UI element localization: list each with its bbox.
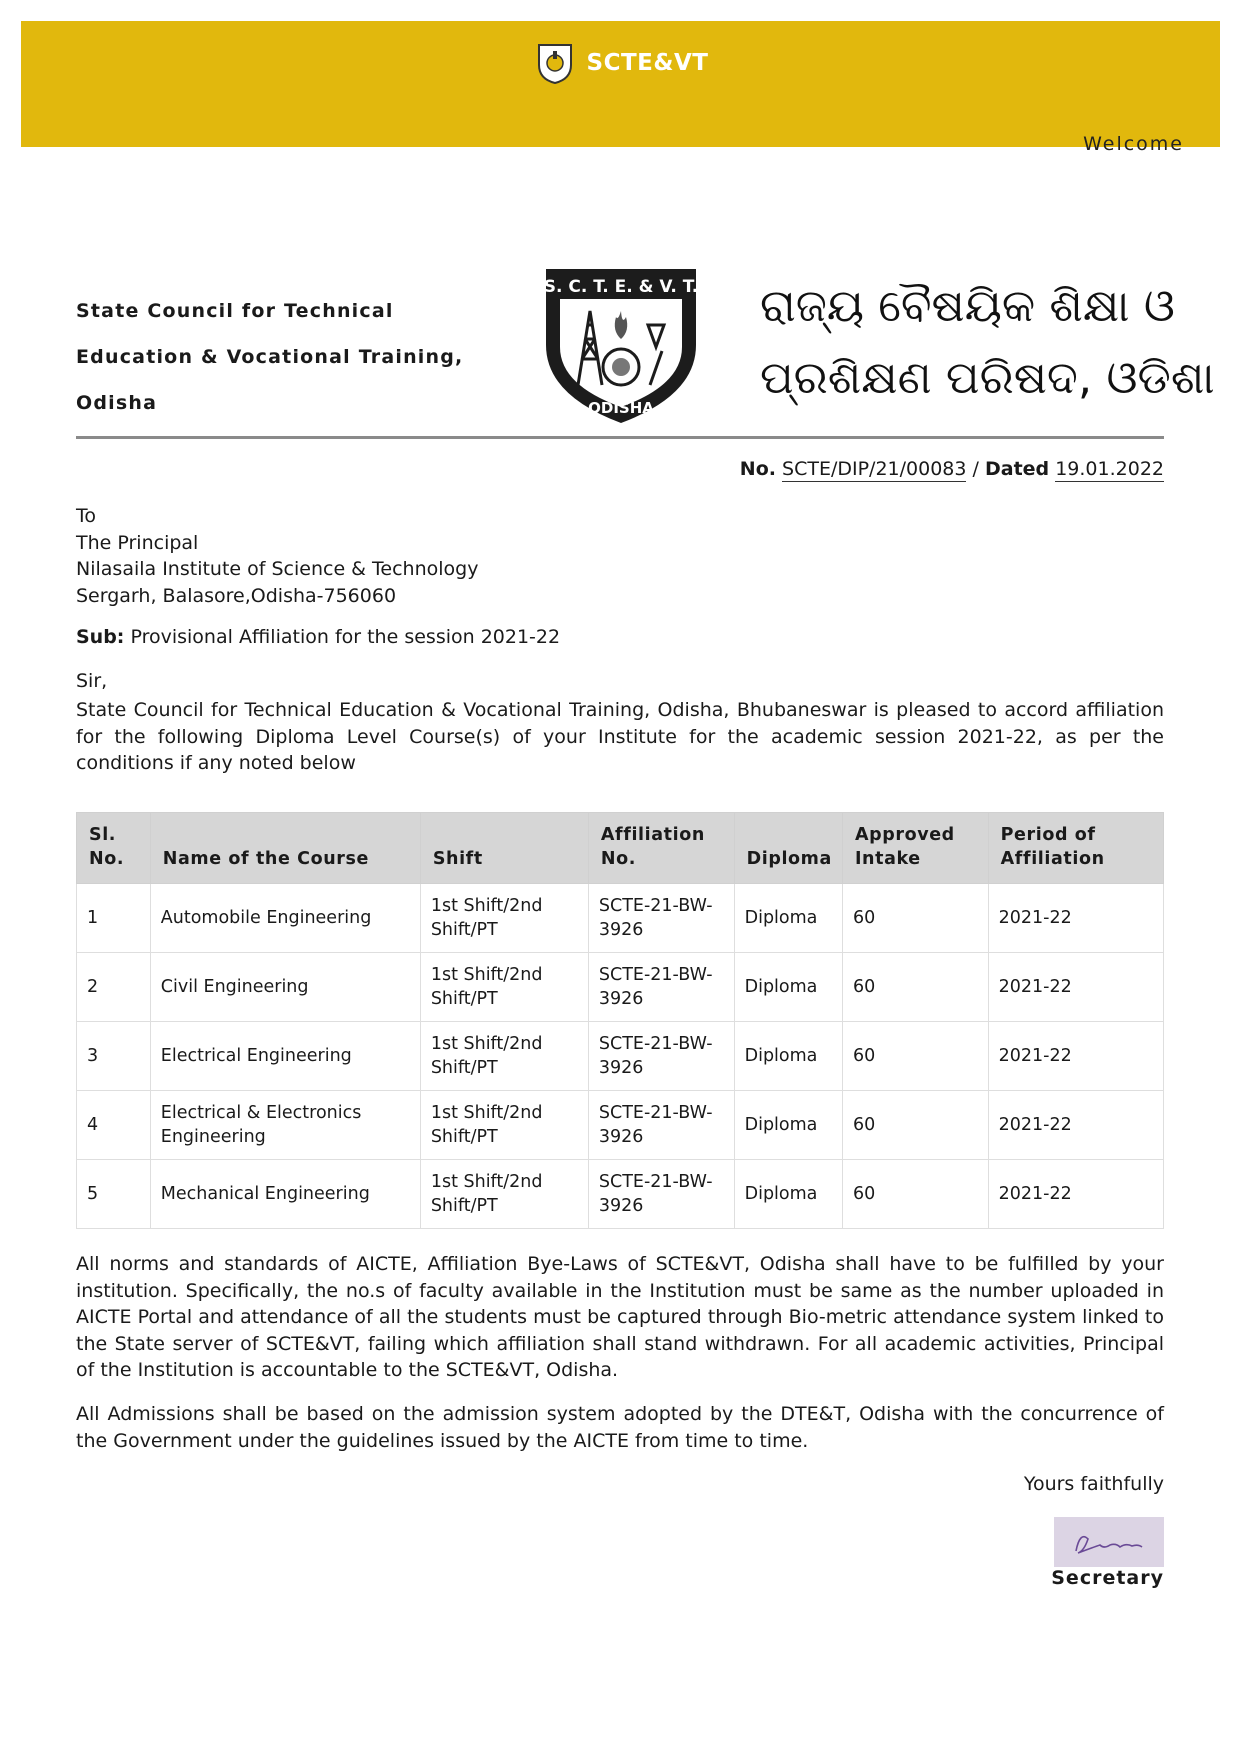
brand[interactable] [21,41,1220,85]
table-cell: 1st Shift/2nd Shift/PT [420,884,588,953]
table-cell: 60 [842,1091,988,1160]
scte-vt-small-logo-icon [533,41,577,85]
subject-text: Provisional Affiliation for the session 2021-22 [130,626,561,648]
council-line: State Council for Technical [76,300,394,322]
ref-no-value: SCTE/DIP/21/00083 [782,458,967,480]
ref-dated-value: 19.01.2022 [1055,458,1164,480]
table-cell: Automobile Engineering [150,884,420,953]
odia-line: ପ୍ରଶିକ୍ଷଣ ପରିଷଦ, ଓଡିଶା [760,351,1215,404]
header-bar [21,21,1220,147]
affiliation-table [76,812,1164,1229]
table-row [77,884,1164,953]
column-header: Shift [420,813,588,884]
ref-dated-label: Dated [984,458,1050,480]
table-cell: 1st Shift/2nd Shift/PT [420,1160,588,1229]
brand-name: SCTE&VT [586,50,709,76]
table-cell: Diploma [734,1022,842,1091]
column-header: Sl. No. [77,813,151,884]
table-cell: 60 [842,884,988,953]
ref-separator: / [972,458,979,480]
scte-vt-crest-logo [538,255,704,427]
intro-paragraph: State Council for Technical Education & Vocational Training, Odisha, Bhubaneswar is pleased to accord affiliation for the following Diploma Level Course(s) of your Institute for the academic session 2021-22, as per the conditions if any noted below [76,699,1164,774]
admissions-paragraph: All Admissions shall be based on the admission system adopted by the DTE&T, Odisha with the concurrence of the Government under the guidelines issued by the AICTE from time to time. [76,1403,1164,1452]
table-cell: Electrical Engineering [150,1022,420,1091]
table-cell: 5 [77,1160,151,1229]
ref-no-label: No. [739,458,776,480]
table-cell: Diploma [734,1091,842,1160]
table-cell: Diploma [734,884,842,953]
table-row [77,1022,1164,1091]
table-row [77,1091,1164,1160]
council-line: Odisha [76,392,158,414]
table-cell: SCTE-21-BW-3926 [588,1022,734,1091]
table-cell: Electrical & Electronics Engineering [150,1091,420,1160]
table-cell: SCTE-21-BW-3926 [588,884,734,953]
table-cell: 2021-22 [988,1160,1163,1229]
table-cell: 2021-22 [988,1091,1163,1160]
odia-council-name [760,270,1215,414]
table-cell: 1 [77,884,151,953]
table-cell: 1st Shift/2nd Shift/PT [420,1022,588,1091]
column-header: Period of Affiliation [988,813,1163,884]
odia-line: ରାଜ୍ୟ ବୈଷୟିକ ଶିକ୍ଷା ଓ [760,279,1175,332]
salutation: Sir, [76,670,108,692]
signatory-title: Secretary [1051,1567,1164,1589]
table-cell: Mechanical Engineering [150,1160,420,1229]
table-cell: 4 [77,1091,151,1160]
column-header: Affiliation No. [588,813,734,884]
table-header-row [77,813,1164,884]
table-cell: 60 [842,1022,988,1091]
subject-line [76,626,560,648]
address-line: The Principal [76,531,199,554]
welcome-text: Welcome [1083,133,1184,155]
council-line: Education & Vocational Training, [76,346,464,368]
reference-line [740,458,1164,480]
norms-paragraph: All norms and standards of AICTE, Affiliation Bye-Laws of SCTE&VT, Odisha shall have to be fulfilled by your institution. Specifically, the no.s of faculty available in the Institution must be same as the number uploaded in AICTE Portal and attendance of all the students must be captured through Bio-metric attendance system linked to the State server of SCTE&VT, failing which affiliation shall stand withdrawn. For all academic activities, Principal of the Institution is accountable to the SCTE&VT, Odisha. [76,1253,1164,1381]
crest-top-text: S. C. T. E. & V. T. [543,277,699,297]
table-cell: 2 [77,953,151,1022]
header-divider [76,436,1164,439]
table-cell: SCTE-21-BW-3926 [588,1091,734,1160]
address-line: Sergarh, Balasore,Odisha-756060 [76,584,397,607]
table-cell: 60 [842,1160,988,1229]
column-header: Name of the Course [150,813,420,884]
closing-text: Yours faithfully [1023,1473,1164,1495]
recipient-address [76,503,478,609]
subject-label: Sub: [76,626,125,648]
table-cell: 60 [842,953,988,1022]
crest-bottom-text: ODISHA [588,399,654,417]
table-row [77,1160,1164,1229]
table-cell: Diploma [734,1160,842,1229]
table-cell: 2021-22 [988,953,1163,1022]
table-cell: Diploma [734,953,842,1022]
column-header: Diploma [734,813,842,884]
table-cell: SCTE-21-BW-3926 [588,953,734,1022]
table-cell: 3 [77,1022,151,1091]
table-cell: SCTE-21-BW-3926 [588,1160,734,1229]
council-name [76,288,463,426]
address-to: To [76,505,97,527]
secretary-signature [1054,1517,1164,1567]
table-cell: 1st Shift/2nd Shift/PT [420,953,588,1022]
table-cell: 2021-22 [988,1022,1163,1091]
table-row [77,953,1164,1022]
table-cell: 2021-22 [988,884,1163,953]
table-cell: 1st Shift/2nd Shift/PT [420,1091,588,1160]
address-line: Nilasaila Institute of Science & Technology [76,558,479,580]
column-header: Approved Intake [842,813,988,884]
table-cell: Civil Engineering [150,953,420,1022]
